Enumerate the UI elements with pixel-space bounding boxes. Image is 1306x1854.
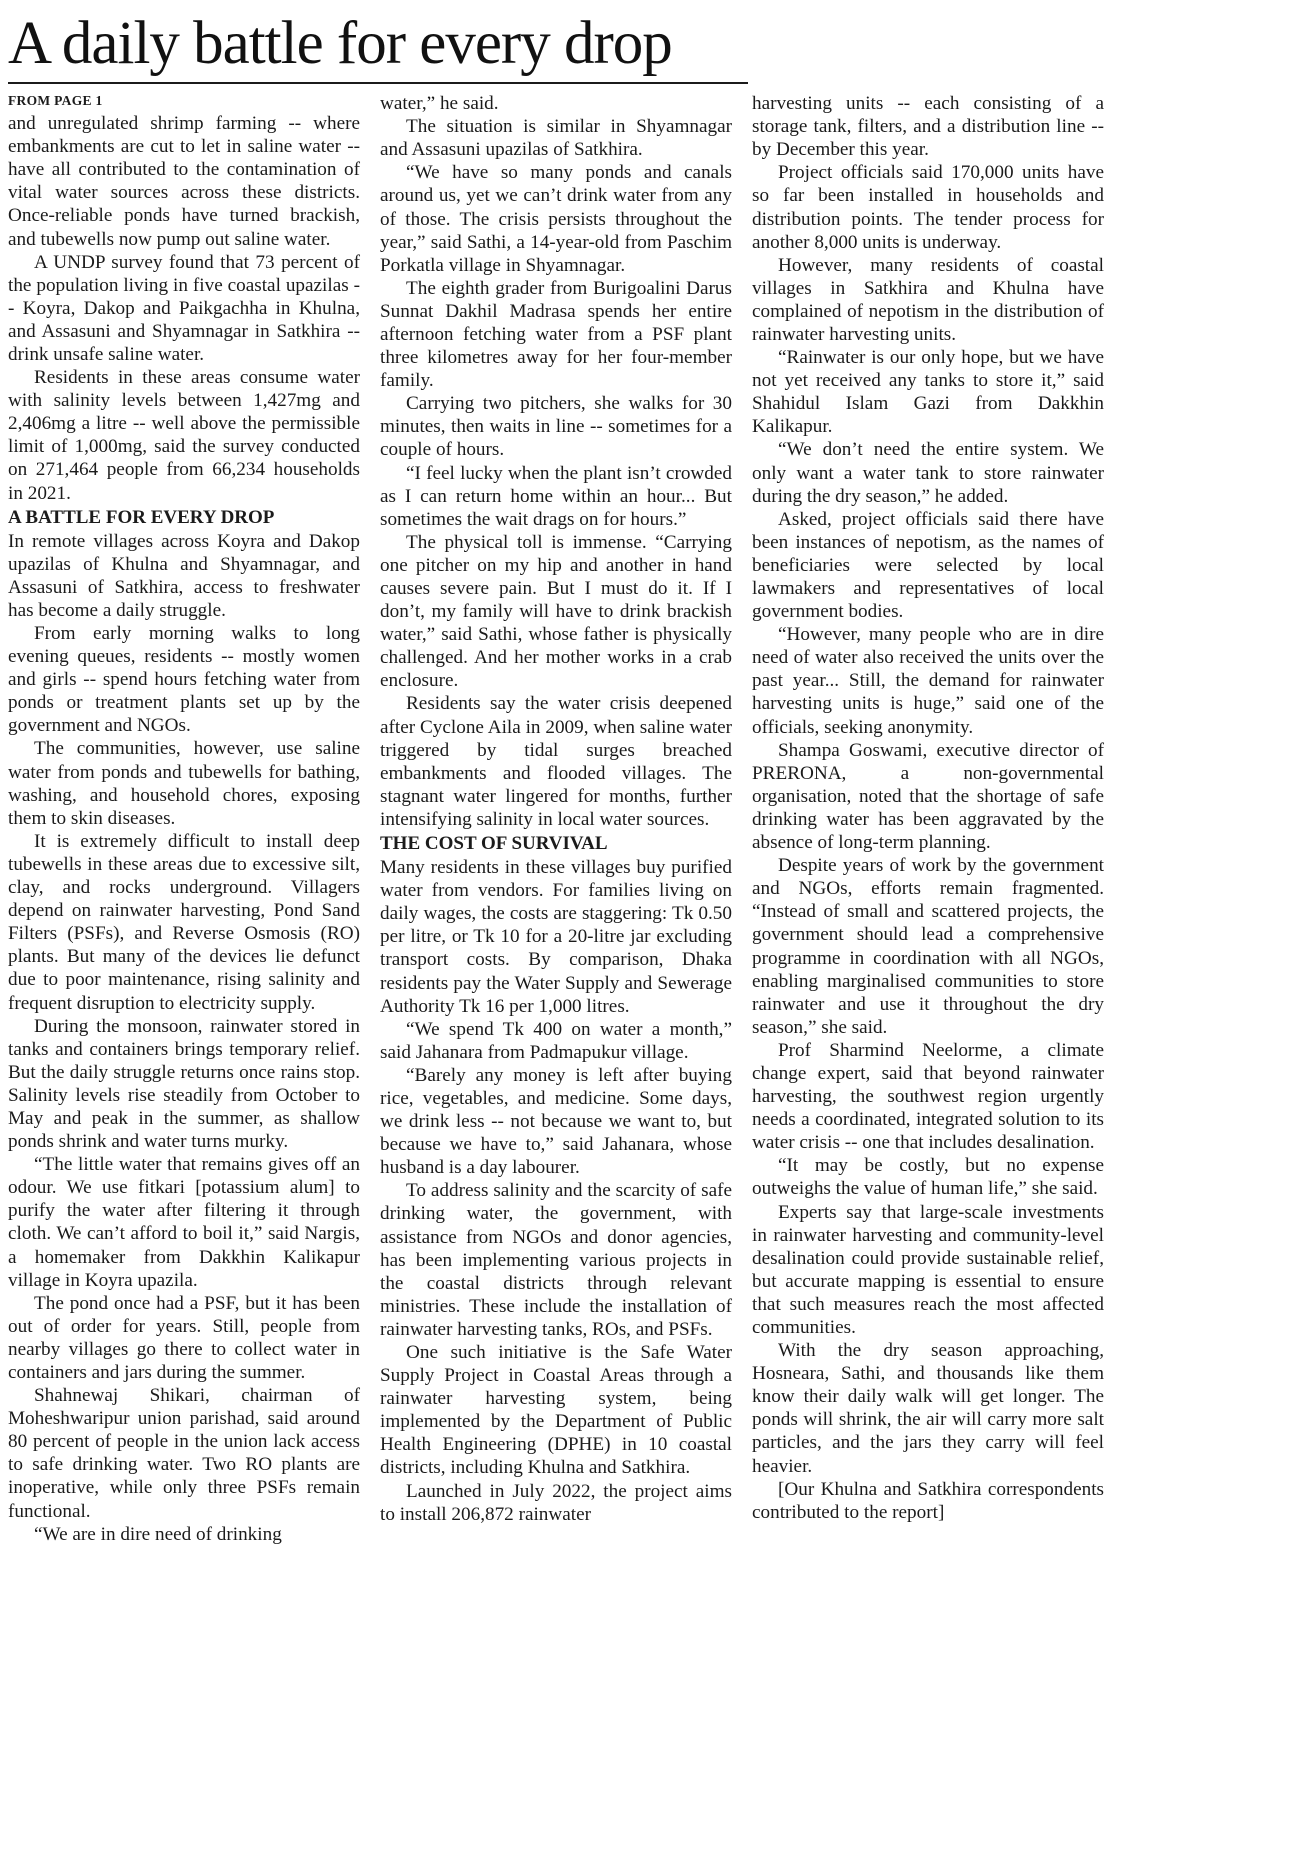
article-paragraph: From early morning walks to long evening queues, residents -- mostly women and girls -- spend hours fetching water from ponds or treatment plants set up by the government and NGOs.	[8, 623, 360, 737]
article-paragraph: “It may be costly, but no expense outweighs the value of human life,” she said.	[752, 1155, 1104, 1200]
article-paragraph: Despite years of work by the government and NGOs, efforts remain fragmented. “Instead of small and scattered projects, the government should lead a comprehensive programme in coordination with all NGOs, enabling marginalised communities to store rainwater and use it throughout the dry season,” she said.	[752, 855, 1104, 1038]
article-column-2	[380, 92, 732, 1526]
article-header	[8, 12, 1104, 84]
article-paragraph: Residents in these areas consume water with salinity levels between 1,427mg and 2,406mg a litre -- well above the permissible limit of 1,000mg, said the survey conducted on 271,464 people from 66,234 households in 2021.	[8, 367, 360, 504]
article-paragraph: “However, many people who are in dire need of water also received the units over the past year... Still, the demand for rainwater harvesting units is huge,” said one of the officials, seeking anonymity.	[752, 624, 1104, 738]
article-paragraph: Experts say that large-scale investments in rainwater harvesting and community-level desalination could provide sustainable relief, but accurate mapping is essential to ensure that such measures reach the most affected communities.	[752, 1201, 1104, 1339]
article-column-3	[752, 92, 1104, 1524]
article-paragraph: “Barely any money is left after buying rice, vegetables, and medicine. Some days, we drink less -- not because we want to, but because we have to,” said Jahanara, whose husband is a day labourer.	[380, 1064, 732, 1179]
article-paragraph: During the monsoon, rainwater stored in tanks and containers brings temporary relief. But the daily struggle returns once rains stop. Salinity levels rise steadily from October to May and peak in the summer, as shallow ponds shrink and water turns murky.	[8, 1015, 360, 1153]
article-paragraph: Shampa Goswami, executive director of PRERONA, a non-governmental organisation, noted that the shortage of safe drinking water has been aggravated by the absence of long-term planning.	[752, 739, 1104, 854]
article-paragraph: A UNDP survey found that 73 percent of the population living in five coastal upazilas -- Koyra, Dakop and Paikgachha in Khulna, and Assasuni and Shyamnagar in Satkhira -- drink unsafe saline water.	[8, 251, 360, 365]
article-paragraph: Shahnewaj Shikari, chairman of Moheshwaripur union parishad, said around 80 percent of people in the union lack access to safe drinking water. Two RO plants are inoperative, while only three PSFs remain functional.	[8, 1385, 360, 1522]
article-paragraph: “I feel lucky when the plant isn’t crowded as I can return home within an hour... But sometimes the wait drags on for hours.”	[380, 462, 732, 530]
article-paragraph: Many residents in these villages buy purified water from vendors. For families living on daily wages, the costs are staggering: Tk 0.50 per litre, or Tk 10 for a 20-litre jar excluding transport costs. By comparison, Dhaka residents pay the Water Supply and Sewerage Authority Tk 16 per 1,000 litres.	[380, 857, 732, 1017]
article-paragraph: Project officials said 170,000 units have so far been installed in households and distribution points. The tender process for another 8,000 units is underway.	[752, 162, 1104, 253]
article-paragraph: and unregulated shrimp farming -- where embankments are cut to let in saline water -- have all contributed to the contamination of vital water sources across these districts. Once-reliable ponds have turned brackish, and tubewells now pump out saline water.	[8, 113, 360, 250]
article-paragraph: With the dry season approaching, Hosneara, Sathi, and thousands like them know their daily walk will get longer. The ponds will shrink, the air will carry more salt particles, and the jars they carry will feel heavier.	[752, 1340, 1104, 1477]
article-paragraph: To address salinity and the scarcity of safe drinking water, the government, with assistance from NGOs and donor agencies, has been implementing various projects in the coastal districts through relevant ministries. These include the installation of rainwater harvesting tanks, ROs, and PSFs.	[380, 1180, 732, 1340]
article-paragraph: “Rainwater is our only hope, but we have not yet received any tanks to store it,” said Shahidul Islam Gazi from Dakkhin Kalikapur.	[752, 347, 1104, 438]
article-paragraph: “We have so many ponds and canals around us, yet we can’t drink water from any of those. The crisis persists throughout the year,” said Sathi, a 14-year-old from Paschim Porkatla village in Shyamnagar.	[380, 162, 732, 276]
article-paragraph: “We spend Tk 400 on water a month,” said Jahanara from Padmapukur village.	[380, 1018, 732, 1063]
article-paragraph: The physical toll is immense. “Carrying one pitcher on my hip and another in hand causes severe pain. But I must do it. If I don’t, my family will have to drink brackish water,” said Sathi, whose father is physically challenged. And her mother works in a crab enclosure.	[380, 531, 732, 692]
article-paragraph: Launched in July 2022, the project aims to install 206,872 rainwater	[380, 1480, 732, 1525]
article-paragraph: harvesting units -- each consisting of a storage tank, filters, and a distribution line -- by December this year.	[752, 93, 1104, 161]
article-paragraph: In remote villages across Koyra and Dakop upazilas of Khulna and Shyamnagar, and Assasuni of Satkhira, access to freshwater has become a daily struggle.	[8, 530, 360, 621]
article-paragraph: One such initiative is the Safe Water Supply Project in Coastal Areas through a rainwater harvesting system, being implemented by the Department of Public Health Engineering (DPHE) in 10 coastal districts, including Khulna and Satkhira.	[380, 1342, 732, 1479]
article-paragraph: Residents say the water crisis deepened after Cyclone Aila in 2009, when saline water triggered by tidal surges breached embankments and flooded villages. The stagnant water lingered for months, further intensifying salinity in local water sources.	[380, 693, 732, 830]
article-paragraph: Prof Sharmind Neelorme, a climate change expert, said that beyond rainwater harvesting, the southwest region urgently needs a coordinated, integrated solution to its water crisis -- one that includes desalination.	[752, 1039, 1104, 1154]
article-paragraph: “We are in dire need of drinking	[34, 1523, 282, 1545]
article-paragraph: The communities, however, use saline water from ponds and tubewells for bathing, washing, and household chores, exposing them to skin diseases.	[8, 738, 360, 829]
article-column-1	[8, 92, 360, 1546]
article-headline: A daily battle for every drop	[8, 10, 672, 77]
article-paragraph: It is extremely difficult to install deep tubewells in these areas due to excessive silt, clay, and rocks underground. Villagers depend on rainwater harvesting, Pond Sand Filters (PSFs), and Reverse Osmosis (RO) plants. But many of the devices lie defunct due to poor maintenance, rising salinity and frequent disruption to electricity supply.	[8, 830, 360, 1014]
from-page-label: FROM PAGE 1	[8, 93, 103, 109]
article-paragraph: The eighth grader from Burigoalini Darus Sunnat Dakhil Madrasa spends her entire afternoon fetching water from a PSF plant three kilometres away for her four-member family.	[380, 277, 732, 392]
article-paragraph: The situation is similar in Shyamnagar and Assasuni upazilas of Satkhira.	[380, 116, 732, 161]
article-paragraph: [Our Khulna and Satkhira correspondents contributed to the report]	[752, 1478, 1104, 1523]
section-heading: A BATTLE FOR EVERY DROP	[8, 506, 275, 528]
article-paragraph: Asked, project officials said there have been instances of nepotism, as the names of beneficiaries were selected by local lawmakers and representatives of local government bodies.	[752, 508, 1104, 623]
section-heading: THE COST OF SURVIVAL	[380, 833, 608, 855]
article-paragraph: However, many residents of coastal villages in Satkhira and Khulna have complained of nepotism in the distribution of rainwater harvesting units.	[752, 254, 1104, 345]
article-paragraph: The pond once had a PSF, but it has been out of order for years. Still, people from nearby villages go there to collect water in containers and jars during the summer.	[8, 1292, 360, 1384]
article-paragraph: “We don’t need the entire system. We only want a water tank to store rainwater during the dry season,” he added.	[752, 439, 1104, 507]
headline-rule	[8, 82, 748, 84]
article-paragraph: Carrying two pitchers, she walks for 30 minutes, then waits in line -- sometimes for a couple of hours.	[380, 393, 732, 461]
article-columns	[8, 92, 1104, 1546]
article-paragraph: “The little water that remains gives off an odour. We use fitkari [potassium alum] to purify the water after filtering it through cloth. We can’t afford to boil it,” said Nargis, a homemaker from Dakkhin Kalikapur village in Koyra upazila.	[8, 1154, 360, 1291]
article-paragraph: water,” he said.	[380, 93, 499, 115]
